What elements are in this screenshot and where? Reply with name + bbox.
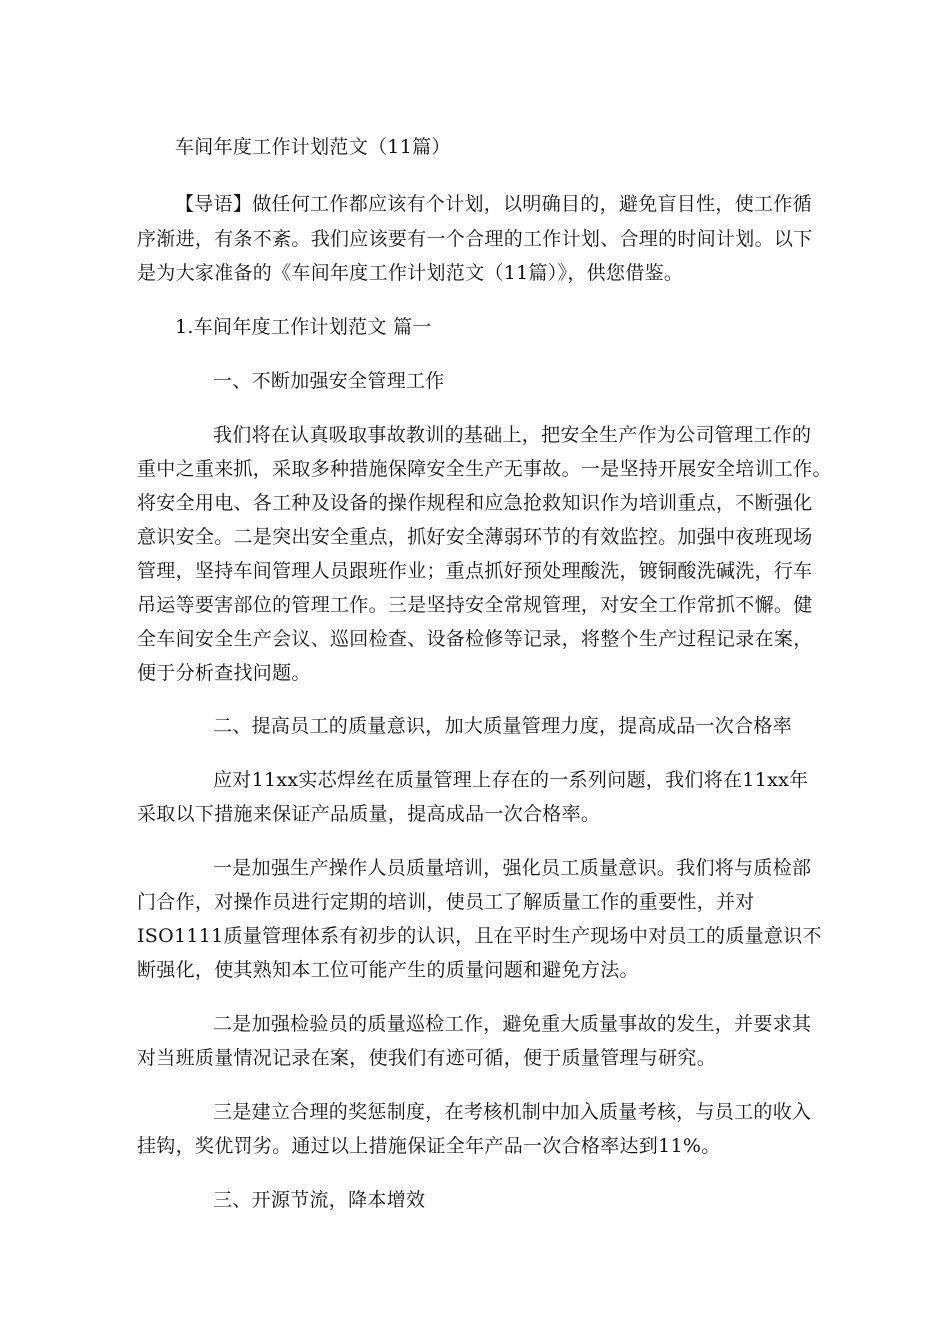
section1-line-5: 管理，坚持车间管理人员跟班作业；重点抓好预处理酸洗，镀铜酸洗碱洗，行车 bbox=[137, 560, 813, 582]
section1-line-2: 重中之重来抓，采取多种措施保障安全生产无事故。一是坚持开展安全培训工作。 bbox=[137, 458, 832, 480]
section2-p2-line-1: 一是加强生产操作人员质量培训，强化员工质量意识。我们将与质检部 bbox=[213, 857, 812, 879]
article-heading: 1.车间年度工作计划范文 篇一 bbox=[175, 316, 432, 338]
section2-p2-line-2: 门合作，对操作员进行定期的培训，使员工了解质量工作的重要性，并对 bbox=[137, 891, 755, 913]
section2-p1-line-2: 采取以下措施来保证产品质量，提高成品一次合格率。 bbox=[137, 803, 601, 825]
section3-heading: 三、开源节流，降本增效 bbox=[213, 1189, 426, 1211]
section2-p3-line-1: 二是加强检验员的质量巡检工作，避免重大质量事故的发生，并要求其 bbox=[213, 1013, 812, 1035]
intro-line-2: 序渐进，有条不紊。我们应该要有一个合理的工作计划、合理的时间计划。以下 bbox=[137, 228, 813, 250]
section1-line-1: 我们将在认真吸取事故教训的基础上，把安全生产作为公司管理工作的 bbox=[213, 424, 812, 446]
intro-line-3: 是为大家准备的《车间年度工作计划范文（11篇）》，供您借鉴。 bbox=[137, 262, 684, 284]
section1-line-4: 意识安全。二是突出安全重点，抓好安全薄弱环节的有效监控。加强中夜班现场 bbox=[137, 526, 813, 548]
section1-line-7: 全车间安全生产会议、巡回检查、设备检修等记录，将整个生产过程记录在案， bbox=[137, 628, 813, 650]
section2-p4-line-1: 三是建立合理的奖惩制度，在考核机制中加入质量考核，与员工的收入 bbox=[213, 1101, 812, 1123]
section1-line-3: 将安全用电、各工种及设备的操作规程和应急抢救知识作为培训重点，不断强化 bbox=[137, 492, 813, 514]
section1-line-8: 便于分析查找问题。 bbox=[137, 662, 311, 684]
section1-heading: 一、不断加强安全管理工作 bbox=[213, 370, 445, 392]
intro-line-1: 【导语】做任何工作都应该有个计划，以明确目的，避免盲目性，使工作循 bbox=[175, 193, 812, 215]
section2-p4-line-2: 挂钩，奖优罚劣。通过以上措施保证全年产品一次合格率达到11%。 bbox=[137, 1135, 721, 1157]
section2-heading: 二、提高员工的质量意识，加大质量管理力度，提高成品一次合格率 bbox=[213, 715, 793, 737]
section2-p3-line-2: 对当班质量情况记录在案，使我们有迹可循，便于质量管理与研究。 bbox=[137, 1047, 717, 1069]
section2-p2-line-3: ISO1111质量管理体系有初步的认识，且在平时生产现场中对员工的质量意识不 bbox=[137, 925, 822, 947]
section2-p1-line-1: 应对11xx实芯焊丝在质量管理上存在的一系列问题，我们将在11xx年 bbox=[213, 769, 809, 791]
document-title: 车间年度工作计划范文（11篇） bbox=[175, 136, 451, 158]
section1-line-6: 吊运等要害部位的管理工作。三是坚持安全常规管理，对安全工作常抓不懈。健 bbox=[137, 594, 813, 616]
section2-p2-line-4: 断强化，使其熟知本工位可能产生的质量问题和避免方法。 bbox=[137, 959, 639, 981]
